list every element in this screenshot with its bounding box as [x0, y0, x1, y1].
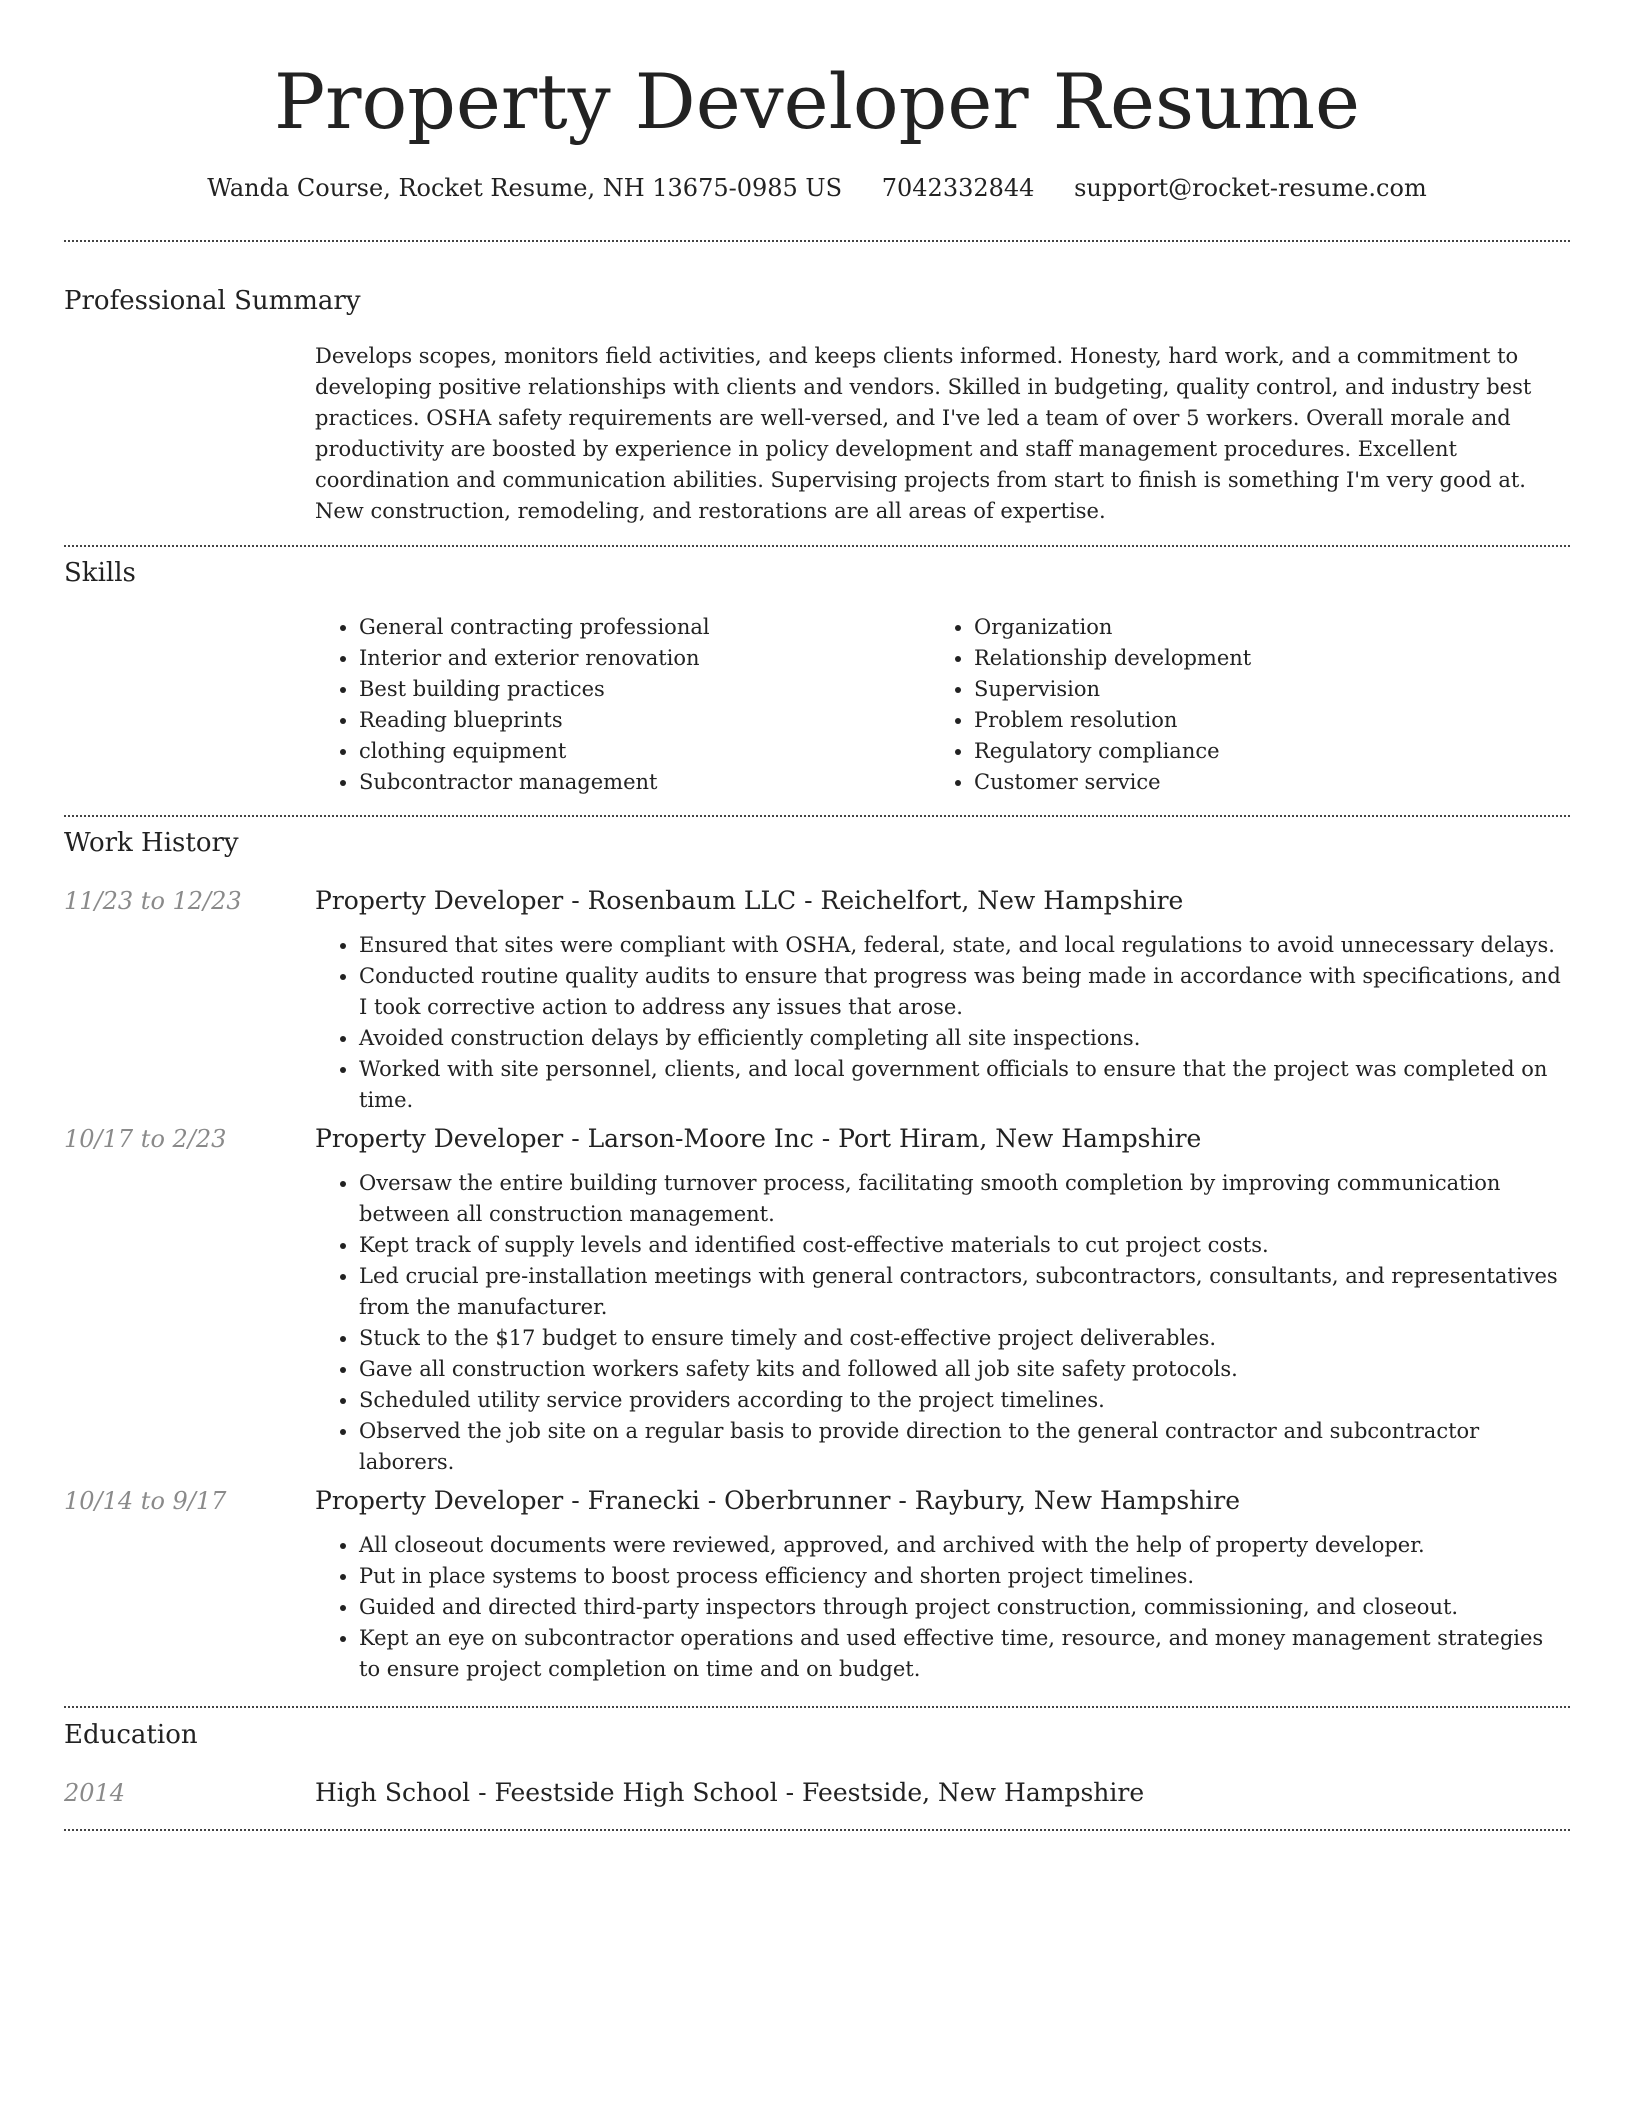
skill-item: • Relationship development	[974, 643, 1570, 674]
job-dates: 10/14 to 9/17	[64, 1487, 227, 1515]
job-bullet: • Kept an eye on subcontractor operations and used effective time, resource, and money management strategies to ensure project completion on time and on budget.	[359, 1623, 1570, 1685]
skill-item: • Problem resolution	[974, 705, 1570, 736]
job-entry	[315, 1484, 1570, 1685]
job-bullet: • Led crucial pre-installation meetings with general contractors, subcontractors, consultants, and representatives from the manufacturer.	[359, 1261, 1570, 1323]
page-title: Property Developer Resume	[273, 57, 1360, 146]
job-bullet: • Guided and directed third-party inspectors through project construction, commissioning, and closeout.	[359, 1592, 1570, 1623]
contact-email: support@rocket-resume.com	[1074, 174, 1427, 202]
divider	[64, 815, 1570, 817]
job-bullet: • Kept track of supply levels and identified cost-effective materials to cut project costs.	[359, 1230, 1570, 1261]
job-dates: 10/17 to 2/23	[64, 1125, 227, 1153]
skills-section	[315, 612, 1570, 798]
job-bullet: • Conducted routine quality audits to ensure that progress was being made in accordance with specifications, and I took corrective action to address any issues that arose.	[359, 961, 1570, 1023]
divider	[64, 1829, 1570, 1831]
job-bullet: • Ensured that sites were compliant with OSHA, federal, state, and local regulations to avoid unnecessary delays.	[359, 930, 1570, 961]
job-bullet: • Worked with site personnel, clients, and local government officials to ensure that the project was completed on time.	[359, 1054, 1570, 1116]
job-entry	[315, 884, 1570, 1116]
skill-item: • Reading blueprints	[359, 705, 930, 736]
job-bullet: • Scheduled utility service providers according to the project timelines.	[359, 1385, 1570, 1416]
job-title: Property Developer - Franecki - Oberbrunner - Raybury, New Hampshire	[315, 1486, 1241, 1515]
job-bullet: • Gave all construction workers safety kits and followed all job site safety protocols.	[359, 1354, 1570, 1385]
skill-item: • Organization	[974, 612, 1570, 643]
job-entry	[315, 1122, 1570, 1478]
skill-item: • Customer service	[974, 767, 1570, 798]
summary-text: Develops scopes, monitors field activities, and keeps clients informed. Honesty, hard work, and a commitment to developing positive relationships with clients and vendors. Skilled in budgeting, quality control, and industry best practices. OSHA safety requirements are well-versed, and I've led a team of over 5 workers. Overall morale and productivity are boosted by experience in policy development and staff management procedures. Excellent coordination and communication abilities. Supervising projects from start to finish is something I'm very good at. New construction, remodeling, and restorations are all areas of expertise.	[315, 344, 1532, 523]
skills-heading: Skills	[64, 558, 136, 588]
job-title: Property Developer - Rosenbaum LLC - Reichelfort, New Hampshire	[315, 886, 1184, 915]
job-bullets	[315, 1168, 1570, 1478]
job-bullet: • Put in place systems to boost process efficiency and shorten project timelines.	[359, 1561, 1570, 1592]
skill-item: • Interior and exterior renovation	[359, 643, 930, 674]
summary-section	[315, 341, 1570, 527]
skill-item: • clothing equipment	[359, 736, 930, 767]
education-year: 2014	[64, 1779, 126, 1807]
divider	[64, 1706, 1570, 1708]
divider	[64, 240, 1570, 242]
skills-list-left	[315, 612, 930, 798]
education-heading: Education	[64, 1720, 198, 1750]
job-dates: 11/23 to 12/23	[64, 887, 242, 915]
summary-heading: Professional Summary	[64, 286, 361, 316]
skill-item: • Best building practices	[359, 674, 930, 705]
job-bullet: • Oversaw the entire building turnover process, facilitating smooth completion by improving communication between all construction management.	[359, 1168, 1570, 1230]
job-bullets	[315, 1530, 1570, 1685]
job-bullet: • Avoided construction delays by efficiently completing all site inspections.	[359, 1023, 1570, 1054]
job-bullet: • All closeout documents were reviewed, approved, and archived with the help of property developer.	[359, 1530, 1570, 1561]
skill-item: • Supervision	[974, 674, 1570, 705]
divider	[64, 545, 1570, 547]
contact-line	[64, 170, 1570, 206]
job-bullet: • Stuck to the $17 budget to ensure timely and cost-effective project deliverables.	[359, 1323, 1570, 1354]
contact-address: Wanda Course, Rocket Resume, NH 13675-0985 US	[207, 174, 843, 202]
job-bullets	[315, 930, 1570, 1116]
work-heading: Work History	[64, 828, 239, 858]
contact-phone: 7042332844	[881, 174, 1035, 202]
skill-item: • Subcontractor management	[359, 767, 930, 798]
job-bullet: • Observed the job site on a regular basis to provide direction to the general contractor and subcontractor laborers.	[359, 1416, 1570, 1478]
education-title: High School - Feestside High School - Feestside, New Hampshire	[315, 1778, 1145, 1807]
skills-list-right	[930, 612, 1570, 798]
job-title: Property Developer - Larson-Moore Inc - Port Hiram, New Hampshire	[315, 1124, 1202, 1153]
skill-item: • Regulatory compliance	[974, 736, 1570, 767]
skill-item: • General contracting professional	[359, 612, 930, 643]
education-entry	[315, 1776, 1570, 1822]
